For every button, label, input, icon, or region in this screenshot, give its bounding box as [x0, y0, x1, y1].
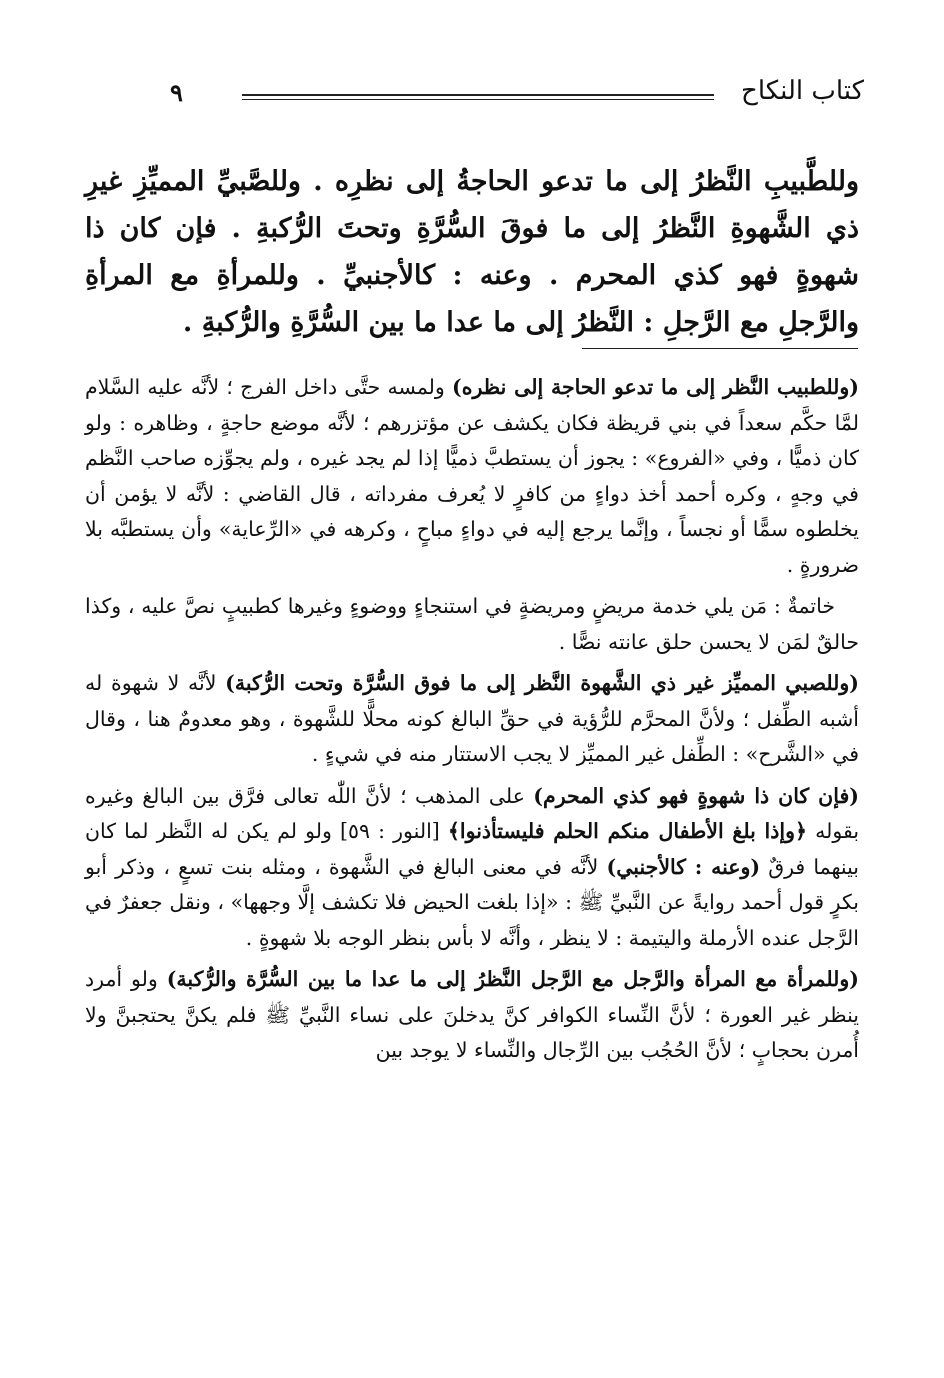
- quoted-main-text: (وللمرأة مع المرأة والرَّجل مع الرَّجل النَّظرُ إلى ما عدا ما بين السُّرَّة والرُّكبة): [166, 967, 859, 991]
- commentary-paragraph-3: [85, 666, 859, 773]
- commentary-text: لأنَّه لا شهوة له أشبه الطِّفل ؛ ولأنَّ المحرَّم للرُّؤية في حقِّ البالغ كونه محلًّا للشَّهوة ، وهو معدومٌ هنا ، وقال في «الشَّرح» : الطِّفل غير المميِّز لا يجب الاستتار منه في شيءٍ .: [85, 671, 859, 766]
- commentary-paragraph-2: [85, 589, 859, 660]
- commentary-text: ولو أمرد ينظر غير العورة ؛ لأنَّ النِّساء الكوافر كنَّ يدخلنَ على نساء النَّبيِّ ﷺ فلم يكنَّ يحتجبنَّ ولا أُمرن بحجابٍ ؛ لأنَّ الحُجُب بين الرِّجال والنِّساء لا يوجد بين: [85, 967, 859, 1062]
- commentary-paragraph-1: [85, 370, 859, 583]
- commentary-block: [85, 370, 859, 1075]
- header-rule-thin: [242, 99, 714, 100]
- commentary-text: لأنَّه في معنى البالغ في الشَّهوة ، ومثله بنت تسعٍ ، وذكر أبو بكرٍ قول أحمد روايةً عن النَّبيِّ ﷺ : «إذا بلغت الحيض فلا تكشف إلَّا وجهها» ، ونقل جعفرٌ في الرَّجل عنده الأرملة واليتيمة : لا ينظر ، وأنَّه لا بأس بنظر الوجه بلا شهوةٍ .: [85, 854, 859, 950]
- commentary-text: على المذهب ؛ لأنَّ اللّٰه تعالى فرَّق بين البالغ وغيره بقوله: [85, 783, 860, 843]
- commentary-text: [النور : ٥٩] ولو لم يكن له النَّظر لما كان بينهما فرقٌ: [85, 819, 859, 879]
- page-header: [150, 72, 864, 112]
- commentary-paragraph-4: [85, 779, 859, 957]
- quoted-main-text: (وعنه : كالأجنبي): [606, 854, 761, 879]
- footnote-separator: [582, 348, 858, 349]
- main-text: وللطَّبيبِ النَّظرُ إلى ما تدعو الحاجةُ إلى نظرِه . وللصَّبيِّ المميِّزِ غيرِ ذي الشَّهوةِ النَّظرُ إلى ما فوقَ السُّرَّةِ وتحتَ الرُّكبةِ . فإن كان ذا شهوةٍ فهو كذي المحرم . وعنه : كالأجنبيِّ . وللمرأةِ مع المرأةِ والرَّجلِ مع الرَّجلِ : النَّظرُ إلى ما عدا ما بين السُّرَّةِ والرُّكبةِ .: [85, 166, 859, 338]
- commentary-paragraph-5: [85, 962, 859, 1069]
- commentary-text: خاتمةٌ : مَن يلي خدمة مريضٍ ومريضةٍ في استنجاءٍ ووضوءٍ وغيرها كطبيبٍ نصَّ عليه ، وكذا حالقٌ لمَن لا يحسن حلق عانته نصًّا .: [85, 594, 859, 654]
- page-number: ٩: [170, 78, 183, 107]
- commentary-text: ولمسه حتَّى داخل الفرج ؛ لأنَّه عليه السَّلام لمَّا حكَّم سعداً في بني قريظة فكان يكشف عن مؤتزرهم ؛ لأنَّه موضع حاجةٍ ، وظاهره : ولو كان ذميًّا ، وفي «الفروع» : يجوز أن يستطبَّ ذميًّا إذا لم يجد غيره ، ولم يجوِّزه صاحب النَّظم في وجهٍ ، وكره أحمد أخذ دواءٍ من كافرٍ لا يُعرف مفرداته ، قال القاضي : لأنَّه لا يؤمن أن يخلطوه سمًّا أو نجساً ، وإنَّما يرجع إليه في دواءٍ مباحٍ ، وكرهه في «الرِّعاية» وأن يستطبَّه بلا ضرورةٍ .: [85, 375, 859, 577]
- quoted-main-text: (وللصبي المميِّز غير ذي الشَّهوة النَّظر إلى ما فوق السُّرَّة وتحت الرُّكبة): [225, 671, 859, 695]
- quoted-main-text: (وللطبيب النَّظر إلى ما تدعو الحاجة إلى نظره): [452, 375, 860, 399]
- header-rule: [242, 94, 714, 96]
- book-title: كتاب النكاح: [741, 76, 864, 106]
- quran-quote: ﴿وإذا بلغ الأطفال منكم الحلم فليستأذنوا﴾: [447, 819, 807, 843]
- main-text-block: [85, 158, 859, 346]
- quoted-main-text: (فإن كان ذا شهوةٍ فهو كذي المحرم): [533, 783, 859, 808]
